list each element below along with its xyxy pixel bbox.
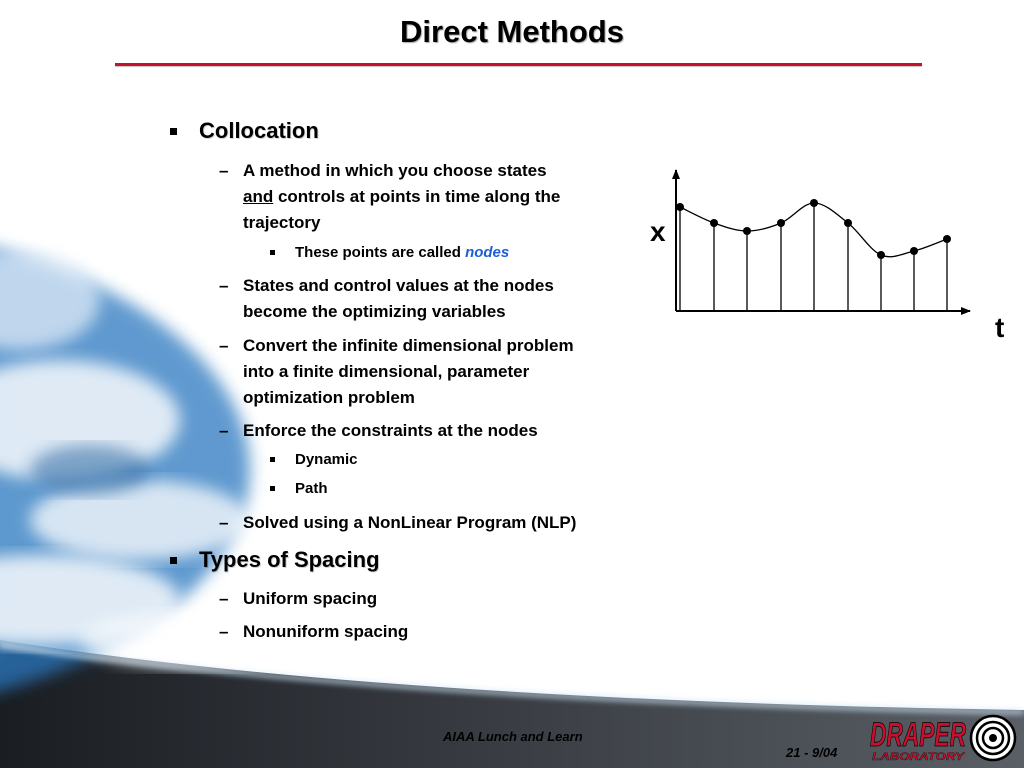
enforce-item-path: Path [295,480,328,497]
logo-line-1: DRAPER [870,716,967,754]
node-point-9 [943,235,951,243]
convert-line-3: optimization problem [243,388,415,407]
definition-line-1: A method in which you choose states [243,161,547,180]
footer-page-number: 21 - 9/04 [786,745,838,760]
node-point-7 [877,251,885,259]
solved-line: Solved using a NonLinear Program (NLP) [243,513,577,532]
definition-line-2-rest: controls at points in time along the [273,187,561,206]
bullet-square-small-icon [270,486,275,491]
dash-marker-icon: – [219,276,229,295]
bullet-square-small-icon [270,457,275,462]
node-point-3 [743,227,751,235]
x-axis-label: x [650,216,666,247]
points-called-line [295,244,509,261]
dash-marker-icon: – [219,161,229,180]
dash-marker-icon: – [219,336,229,355]
target-rings-icon [971,716,1015,760]
node-point-6 [844,219,852,227]
spacing-item-uniform: Uniform spacing [243,589,378,608]
dash-marker-icon: – [219,513,229,532]
node-point-5 [810,199,818,207]
node-point-2 [710,219,718,227]
definition-line-2 [243,184,560,210]
logo-line-2: LABORATORY [872,751,966,763]
bullet-square-icon [170,557,177,564]
definition-underlined-word: and [243,187,274,206]
slide-title: Direct Methods [400,14,624,49]
enforce-item-dynamic: Dynamic [295,451,358,468]
enforce-line: Enforce the constraints at the nodes [243,421,538,440]
draper-logo [868,712,1018,766]
convert-line-1: Convert the infinite dimensional problem [243,336,574,355]
dash-marker-icon: – [219,622,229,641]
bullet-square-icon [170,128,177,135]
definition-line-3: trajectory [243,213,321,232]
t-axis-label: t [995,312,1005,343]
node-point-8 [910,247,918,255]
states-control-line-1: States and control values at the nodes [243,276,554,295]
collocation-diagram [640,160,1020,350]
node-point-4 [777,219,785,227]
footer-event: AIAA Lunch and Learn [443,729,583,744]
dash-marker-icon: – [219,421,229,440]
convert-line-2: into a finite dimensional, parameter [243,362,530,381]
title-divider [115,63,922,66]
dash-marker-icon: – [219,589,229,608]
points-called-prefix: These points are called [295,244,466,261]
states-control-line-2: become the optimizing variables [243,302,506,321]
node-point-1 [676,203,684,211]
bullet-square-small-icon [270,250,275,255]
outline-spacing: Types of Spacing [199,547,380,572]
spacing-item-nonuniform: Nonuniform spacing [243,622,409,641]
outline-collocation: Collocation [199,118,319,143]
nodes-emphasis: nodes [465,244,510,261]
